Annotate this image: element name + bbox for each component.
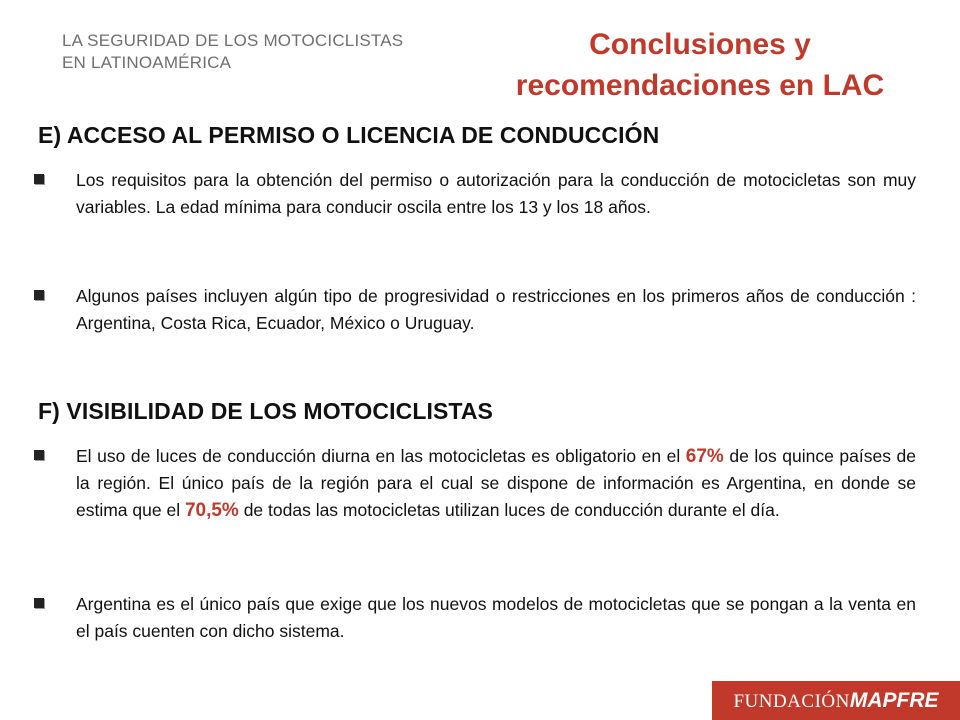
square-bullet-icon	[34, 174, 44, 184]
subject-line-1: LA SEGURIDAD DE LOS MOTOCICLISTAS	[62, 31, 404, 50]
highlight-percentage: 67%	[685, 446, 724, 467]
presentation-subject-label	[62, 30, 403, 74]
square-bullet-icon	[34, 290, 44, 300]
logo-text-mapfre: MAPFRE	[849, 688, 939, 712]
subject-line-2: EN LATINOAMÉRICA	[62, 53, 232, 72]
bullet-text-segment: de los quince países de la región. El único país de la región para el cual se dispone de información es Argentina, en donde se estima que el	[76, 446, 916, 520]
bullet-text: Algunos países incluyen algún tipo de progresividad o restricciones en los primeros años de conducción : Argentina, Costa Rica, Ecuador, México o Uruguay.	[76, 286, 916, 333]
slide-title-line-1: Conclusiones y	[589, 28, 811, 61]
bullet-item	[34, 283, 916, 337]
bullet-item	[34, 591, 916, 645]
slide-title-line-2: recomendaciones en LAC	[515, 69, 885, 102]
square-bullet-icon	[34, 450, 44, 460]
logo-text	[733, 689, 938, 713]
slide-title	[470, 24, 930, 106]
highlight-percentage: 70,5%	[184, 500, 239, 521]
section-e-heading: E) ACCESO AL PERMISO O LICENCIA DE CONDUCCIÓN	[38, 122, 660, 148]
bullet-item	[34, 443, 916, 524]
bullet-item	[34, 167, 916, 221]
square-bullet-icon	[34, 598, 44, 608]
bullet-text: Los requisitos para la obtención del permiso o autorización para la conducción de motocicletas son muy variables. La edad mínima para conducir oscila entre los 13 y los 18 años.	[76, 170, 916, 217]
section-f-heading: F) VISIBILIDAD DE LOS MOTOCICLISTAS	[38, 398, 493, 424]
logo-text-fundacion: FUNDACIÓN	[733, 690, 850, 712]
bullet-text-segment: El uso de luces de conducción diurna en las motocicletas es obligatorio en el	[76, 446, 686, 466]
fundacion-mapfre-logo	[712, 681, 960, 720]
bullet-text	[76, 443, 916, 524]
bullet-text: Argentina es el único país que exige que los nuevos modelos de motocicletas que se pongan a la venta en el país cuenten con dicho sistema.	[76, 594, 916, 641]
bullet-text-segment: de todas las motocicletas utilizan luces de conducción durante el día.	[238, 500, 780, 520]
